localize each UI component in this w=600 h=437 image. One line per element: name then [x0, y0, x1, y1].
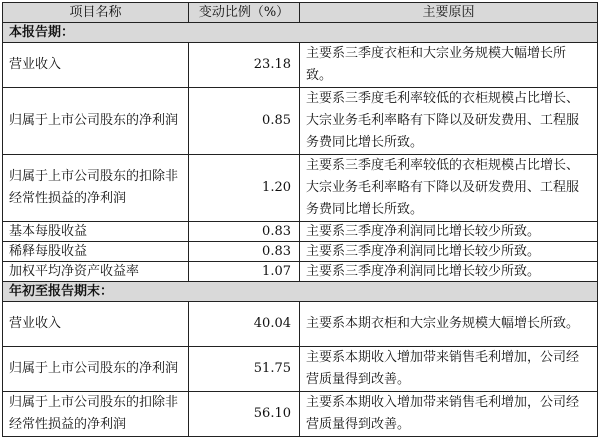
main-reason: 主要系本期收入增加带来销售毛利增加，公司经营质量得到改善。 [300, 392, 598, 437]
item-name: 营业收入 [3, 43, 189, 88]
change-ratio: 1.20 [189, 155, 300, 222]
header-item-name: 项目名称 [3, 3, 189, 23]
section-label: 年初至报告期末： [3, 282, 598, 302]
table-row [3, 43, 598, 88]
item-name: 归属于上市公司股东的扣除非经常性损益的净利润 [3, 392, 189, 437]
change-ratio: 56.10 [189, 392, 300, 437]
table-row [3, 392, 598, 437]
header-change-ratio: 变动比例（%） [189, 3, 300, 23]
main-reason: 主要系本期收入增加带来销售毛利增加，公司经营质量得到改善。 [300, 347, 598, 392]
item-name: 归属于上市公司股东的净利润 [3, 88, 189, 155]
main-reason: 主要系三季度毛利率较低的衣柜规模占比增长、大宗业务毛利率略有下降以及研发费用、工程服务费同比增长所致。 [300, 88, 598, 155]
change-ratio: 1.07 [189, 262, 300, 282]
table-header-row [3, 3, 598, 23]
table-row [3, 155, 598, 222]
table-row [3, 262, 598, 282]
table-row [3, 222, 598, 242]
change-ratio: 0.83 [189, 222, 300, 242]
financial-change-table-container [2, 2, 598, 437]
header-main-reason: 主要原因 [300, 3, 598, 23]
item-name: 稀释每股收益 [3, 242, 189, 262]
financial-change-table [2, 2, 598, 437]
change-ratio: 23.18 [189, 43, 300, 88]
item-name: 归属于上市公司股东的扣除非经常性损益的净利润 [3, 155, 189, 222]
main-reason: 主要系三季度毛利率较低的衣柜规模占比增长、大宗业务毛利率略有下降以及研发费用、工程服务费同比增长所致。 [300, 155, 598, 222]
table-row [3, 302, 598, 347]
change-ratio: 40.04 [189, 302, 300, 347]
table-row [3, 242, 598, 262]
change-ratio: 0.83 [189, 242, 300, 262]
section-row-current-period [3, 23, 598, 43]
main-reason: 主要系三季度净利润同比增长较少所致。 [300, 262, 598, 282]
section-label: 本报告期： [3, 23, 598, 43]
change-ratio: 51.75 [189, 347, 300, 392]
section-row-year-to-date [3, 282, 598, 302]
item-name: 加权平均净资产收益率 [3, 262, 189, 282]
table-row [3, 88, 598, 155]
item-name: 营业收入 [3, 302, 189, 347]
main-reason: 主要系本期衣柜和大宗业务规模大幅增长所致。 [300, 302, 598, 347]
main-reason: 主要系三季度净利润同比增长较少所致。 [300, 242, 598, 262]
item-name: 基本每股收益 [3, 222, 189, 242]
table-row [3, 347, 598, 392]
item-name: 归属于上市公司股东的净利润 [3, 347, 189, 392]
main-reason: 主要系三季度衣柜和大宗业务规模大幅增长所致。 [300, 43, 598, 88]
main-reason: 主要系三季度净利润同比增长较少所致。 [300, 222, 598, 242]
change-ratio: 0.85 [189, 88, 300, 155]
